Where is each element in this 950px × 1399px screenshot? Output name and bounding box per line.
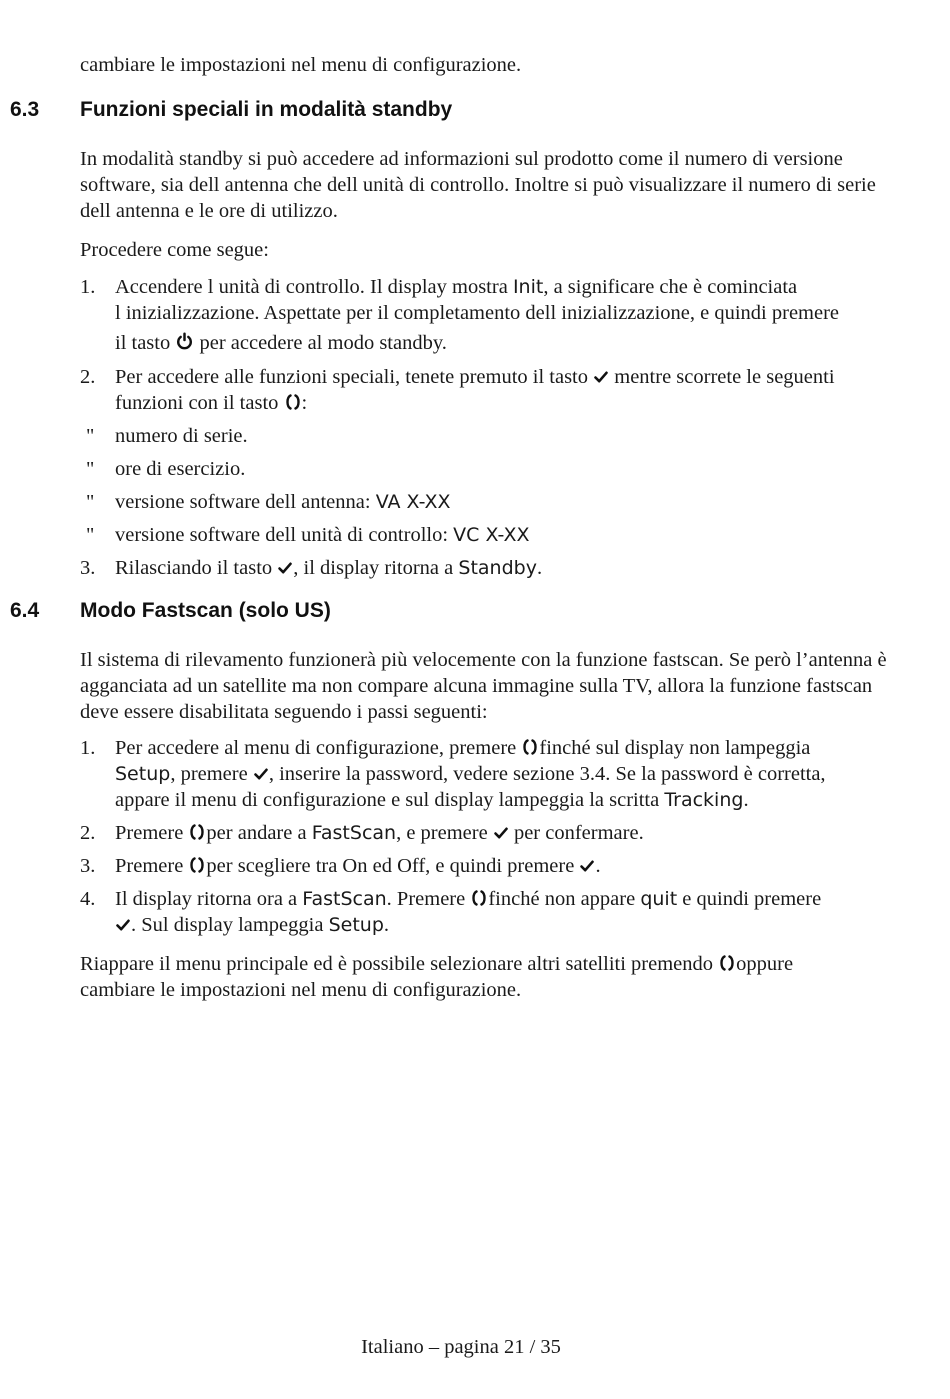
bullet-marker: " [86,524,95,546]
step-text: finché non appare [488,888,641,910]
intro-line: cambiare le impostazioni nel menu di configurazione. [80,54,522,76]
display-text: Setup [115,763,171,785]
list-marker: 2. [80,366,96,388]
list-item-content [115,489,915,515]
check-icon [253,766,269,782]
step-text: Premere [115,855,189,877]
step-text: per accedere al modo standby. [194,332,447,354]
scroll-arrows-icon [284,393,302,411]
list-marker: 3. [80,557,96,579]
list-item-content [115,274,915,356]
step-text: Il display ritorna ora a [115,888,303,910]
check-icon [579,858,595,874]
scroll-arrows-icon [188,823,206,841]
bullet-marker: " [86,458,95,480]
step-text: Rilasciando il tasto [115,557,278,579]
list-item-content [115,522,915,548]
step-text: Per accedere alle funzioni speciali, tenete premuto il tasto [115,366,594,388]
scroll-arrows-icon [521,738,539,756]
list-marker: 3. [80,855,96,877]
section-number: 6.3 [10,98,40,121]
outro-text: cambiare le impostazioni nel menu di configurazione. [80,979,522,1001]
display-text: VA X-XX [375,491,451,513]
step-text: . [743,789,749,811]
step-text: mentre scorrete le seguenti [609,366,835,388]
step-text: e quindi premere [677,888,822,910]
section-number: 6.4 [10,599,40,622]
step-text: . [595,855,601,877]
step-text: . [536,557,543,579]
step-text: Per accedere al menu di configurazione, premere [115,737,522,759]
section-6-4-heading [10,599,331,623]
step-text: . Premere [386,888,471,910]
list-item-content [115,735,915,813]
list-item-content: ore di esercizio. [115,458,246,480]
step-text: . Sul display lampeggia [131,914,329,936]
section-6-4-outro [80,951,910,1003]
scroll-arrows-icon [718,954,736,972]
list-marker: 1. [80,276,96,298]
display-text: Standby [458,557,537,579]
section-6-4-intro: Il sistema di rilevamento funzionerà più velocemente con la funzione fastscan. Se però l’antenna è agganciata ad un satellite ma non compare alcuna immagine sulla TV, allora la funzione fastscan deve essere disabilitata seguendo i passi seguenti: [80,649,887,723]
display-text: VC X-XX [453,524,530,546]
list-marker: 2. [80,822,96,844]
display-text: Setup [328,914,384,936]
list-item-content [115,886,915,938]
section-6-3-intro: In modalità standby si può accedere ad informazioni sul prodotto come il numero di versione software, sia dell antenna che dell unità di controllo. Inoltre si può visualizzare il numero di serie dell antenna e le ore di utilizzo. [80,148,876,222]
step-text: l inizializzazione. Aspettate per il completamento dell inizializzazione, e quindi premere [115,302,840,324]
step-text: Accendere l unità di controllo. Il display mostra [115,276,513,298]
page-footer: Italiano – pagina 21 / 35 [361,1336,561,1358]
check-icon [277,560,293,576]
step-text: appare il menu di configurazione e sul display lampeggia la scritta [115,789,665,811]
step-text: . [383,914,390,936]
display-text: FastScan [302,888,387,910]
section-title: Funzioni speciali in modalità standby [80,98,453,121]
procedure-label: Procedere come segue: [80,239,269,261]
bullet-text: versione software dell antenna: [115,491,376,513]
step-text: , inserire la password, vedere sezione 3.4. Se la password è corretta, [268,763,826,785]
display-text: Init [512,276,544,298]
section-title: Modo Fastscan (solo US) [80,599,331,622]
bullet-marker: " [86,425,95,447]
display-text: quit [640,888,678,910]
step-text: Premere [115,822,189,844]
step-text: : [301,392,308,414]
list-marker: 4. [80,888,96,910]
step-text: per scegliere tra On ed Off, e quindi premere [206,855,580,877]
display-text: FastScan [311,822,397,844]
check-icon [493,825,509,841]
step-text: finché sul display non lampeggia [539,737,811,759]
list-item-content [115,555,915,581]
step-text: per confermare. [508,822,644,844]
list-item-content [115,853,915,879]
step-text: funzioni con il tasto [115,392,284,414]
bullet-text: versione software dell unità di controllo: [115,524,454,546]
check-icon [115,917,131,933]
display-text: Tracking [664,789,744,811]
power-icon [175,332,194,351]
step-text: , premere [170,763,253,785]
list-item-content [115,820,915,846]
bullet-marker: " [86,491,95,513]
scroll-arrows-icon [188,856,206,874]
outro-text: oppure [736,953,794,975]
step-text: , il display ritorna a [293,557,459,579]
section-6-3-heading [10,98,452,122]
check-icon [593,369,609,385]
step-text: il tasto [115,332,176,354]
step-text: per andare a [206,822,312,844]
list-item-content: numero di serie. [115,425,248,447]
outro-text: Riappare il menu principale ed è possibile selezionare altri satelliti premendo [80,953,719,975]
step-text: , a significare che è cominciata [543,276,798,298]
step-text: , e premere [396,822,493,844]
list-item-content [115,364,915,416]
list-marker: 1. [80,737,96,759]
scroll-arrows-icon [470,889,488,907]
